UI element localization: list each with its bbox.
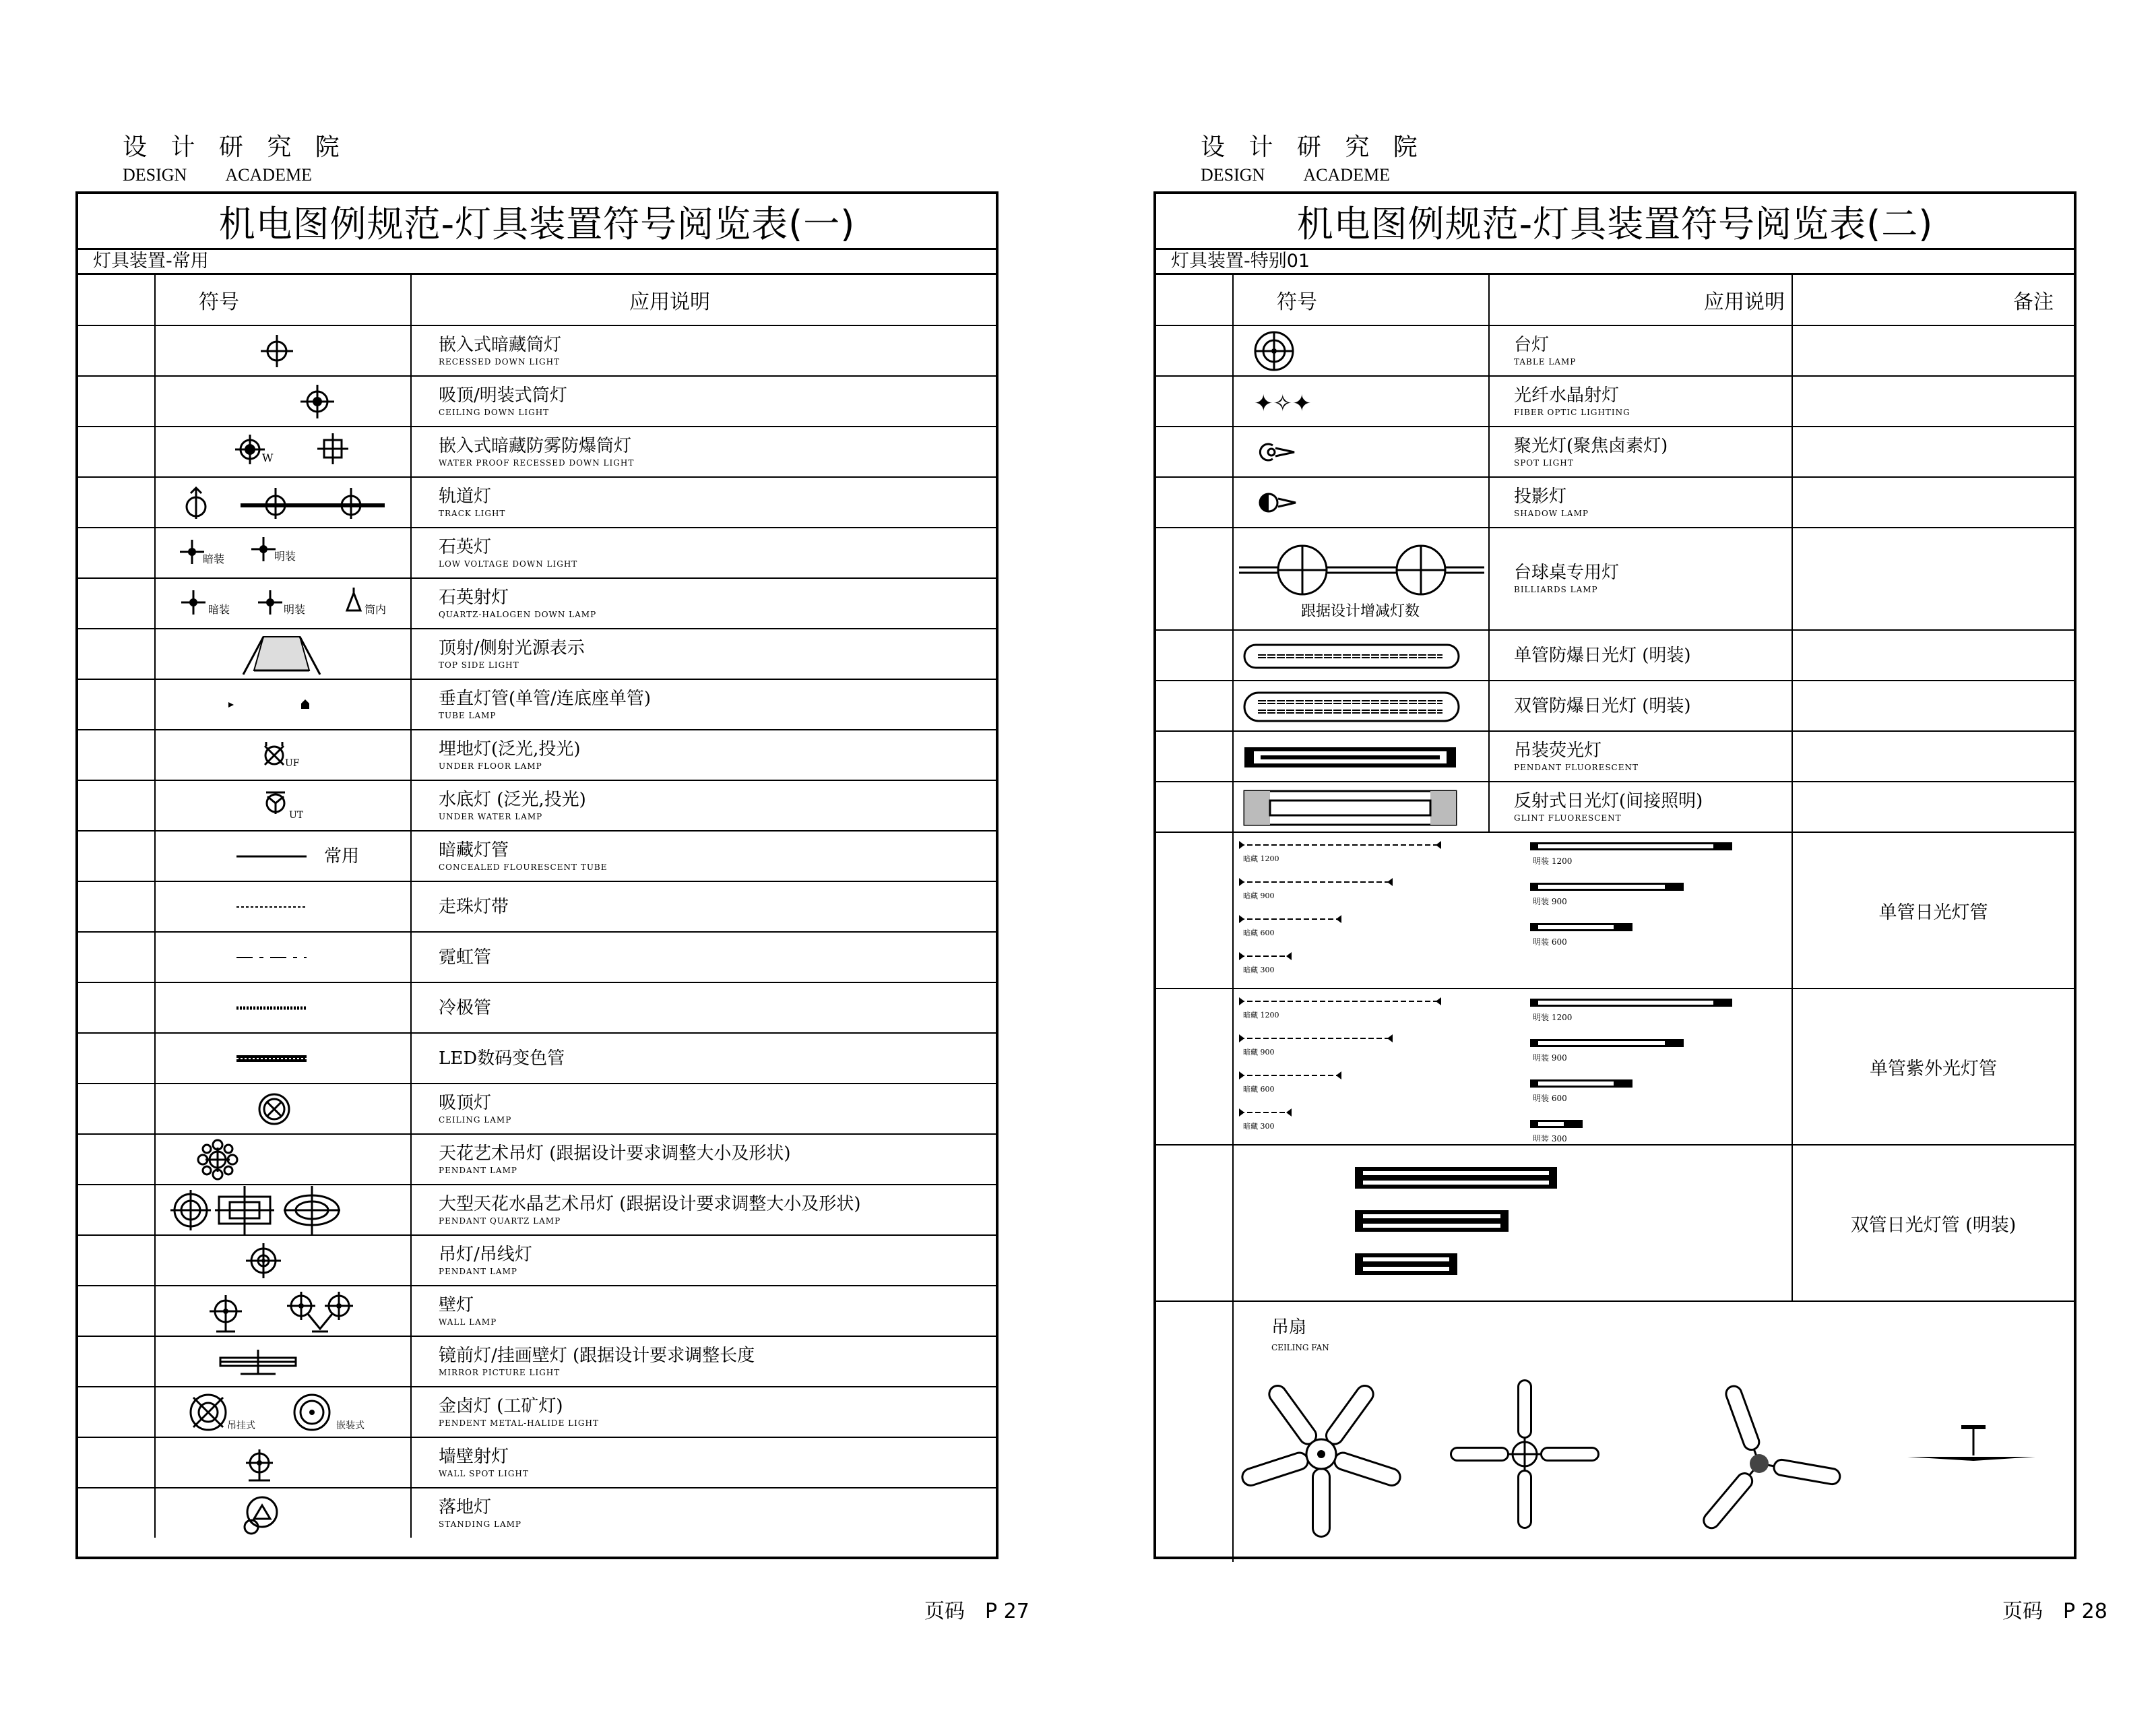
symbol-row [78, 881, 996, 932]
symbol-row [78, 578, 996, 629]
symbol-cell [1233, 376, 1489, 427]
row-index-cell [78, 477, 155, 528]
symbol-cell [155, 376, 411, 427]
description-cell [411, 730, 996, 780]
section-label: 灯具装置-常用 [78, 250, 996, 275]
description-en: CEILING LAMP [439, 1115, 512, 1125]
description-en: PENDANT LAMP [439, 1165, 517, 1175]
concealed-label: 暗藏 300 [1243, 1122, 1275, 1131]
page-number [924, 1594, 1029, 1624]
symbol-row [78, 982, 996, 1033]
description-en: WALL LAMP [439, 1317, 497, 1327]
symbol-sheet-2 [1153, 191, 2076, 1559]
symbol-cell [155, 1336, 411, 1387]
concealed-label: 暗藏 300 [1243, 966, 1275, 974]
description-cell [411, 325, 996, 376]
description-cell [1489, 376, 1792, 427]
note-cell [1792, 782, 2074, 832]
concealed-label: 暗藏 1200 [1243, 854, 1279, 863]
symbol-row [78, 1286, 996, 1336]
symbol-caption: W [262, 451, 274, 464]
row-index-cell [78, 1134, 155, 1185]
description-cell [411, 1134, 996, 1185]
description-cn: 垂直灯管(单管/连底座单管) [439, 688, 652, 709]
row-index-cell [1156, 782, 1233, 832]
symbol-table [78, 275, 996, 1538]
description-en: FIBER OPTIC LIGHTING [1514, 407, 1630, 417]
row-index-cell [1156, 376, 1233, 427]
symbol-cell [155, 780, 411, 831]
org-header [123, 128, 348, 185]
row-index-cell [78, 376, 155, 427]
symbol-cell [155, 528, 411, 578]
fan-symbol-cell [1233, 1301, 2074, 1562]
row-index-cell [1156, 989, 1233, 1145]
description-en: LOW VOLTAGE DOWN LIGHT [439, 559, 578, 569]
surface-label: 明装 600 [1533, 1094, 1567, 1103]
symbol-row [1156, 630, 2074, 681]
surface-label: 明装 600 [1533, 937, 1567, 947]
note-cell [1792, 731, 2074, 782]
description-en: PENDANT QUARTZ LAMP [439, 1216, 561, 1226]
description-en: UNDER FLOOR LAMP [439, 761, 542, 771]
description-cell [411, 1336, 996, 1387]
symbol-caption: 明装 [274, 549, 296, 563]
table-header-row [1156, 275, 2074, 325]
row-index-cell [78, 1437, 155, 1488]
row-index-cell [1156, 832, 1233, 989]
description-cn: 石英灯 [439, 536, 492, 557]
description-cn: 顶射/侧射光源表示 [439, 637, 585, 658]
symbol-row [1156, 376, 2074, 427]
symbol-cell [155, 1185, 411, 1235]
description-en: CONCEALED FLOURESCENT TUBE [439, 862, 608, 872]
tube-row [1156, 832, 2074, 989]
tube-symbol-cell [1233, 832, 1792, 989]
symbol-caption: 常用 [324, 846, 360, 867]
col-note-header: 备注 [1792, 275, 2074, 325]
row-index-cell [78, 831, 155, 881]
note-cell [1792, 630, 2074, 681]
symbol-row [78, 1185, 996, 1235]
symbol-row [78, 932, 996, 982]
surface-label: 明装 900 [1533, 897, 1567, 906]
description-cell [1489, 782, 1792, 832]
description-cn: 光纤水晶射灯 [1514, 385, 1620, 406]
symbol-caption: 吊挂式 [227, 1420, 255, 1431]
row-index-cell [78, 427, 155, 477]
description-en: UNDER WATER LAMP [439, 811, 543, 821]
description-cell [411, 982, 996, 1033]
description-en: MIRROR PICTURE LIGHT [439, 1367, 561, 1377]
description-cn: 水底灯 (泛光,投光) [439, 789, 586, 810]
symbol-cell [155, 477, 411, 528]
surface-label: 明装 300 [1533, 1134, 1567, 1141]
description-cn: 嵌入式暗藏防雾防爆筒灯 [439, 435, 632, 456]
symbol-row [78, 427, 996, 477]
description-cell [1489, 528, 1792, 630]
col-desc-header: 应用说明 [411, 275, 996, 325]
description-en: PENDENT METAL-HALIDE LIGHT [439, 1418, 599, 1428]
symbol-row [78, 730, 996, 780]
description-cn: 吊灯/吊线灯 [439, 1244, 532, 1265]
symbol-row [78, 1033, 996, 1084]
description-en: TUBE LAMP [439, 710, 497, 720]
tube-note: 双管日光灯管 (明装) [1792, 1145, 2074, 1301]
description-cell [411, 528, 996, 578]
description-cn: 轨道灯 [439, 486, 492, 507]
symbol-row [78, 1084, 996, 1134]
fan-label-en: CEILING FAN [1271, 1343, 1329, 1352]
symbol-cell [155, 1387, 411, 1437]
col-symbol-header: 符号 [1233, 275, 1489, 325]
description-en: TRACK LIGHT [439, 508, 506, 518]
row-index-cell [1156, 1145, 1233, 1301]
symbol-row [1156, 782, 2074, 832]
symbol-cell [155, 831, 411, 881]
description-en: PENDANT LAMP [439, 1266, 517, 1276]
symbol-row [78, 679, 996, 730]
description-cell [411, 932, 996, 982]
description-cn: 石英射灯 [439, 587, 509, 608]
symbol-cell [155, 1437, 411, 1488]
concealed-label: 暗藏 600 [1243, 1085, 1275, 1094]
symbol-row [1156, 681, 2074, 731]
description-cell [411, 1084, 996, 1134]
description-cell [411, 780, 996, 831]
description-cn: 聚光灯(聚焦卤素灯) [1514, 435, 1668, 456]
concealed-label: 暗藏 900 [1243, 1048, 1275, 1057]
symbol-cell [155, 629, 411, 679]
description-cn: 投影灯 [1514, 486, 1567, 507]
page-label: 页码 [924, 1600, 965, 1623]
note-cell [1792, 427, 2074, 477]
row-index-cell [78, 1033, 155, 1084]
row-index-cell [78, 1235, 155, 1286]
description-cn: 吸顶灯 [439, 1092, 492, 1113]
symbol-row [78, 831, 996, 881]
row-index-cell [1156, 630, 1233, 681]
description-cn: 双管防爆日光灯 (明装) [1514, 695, 1691, 716]
row-index-cell [78, 679, 155, 730]
page-right [1078, 0, 2156, 1725]
symbol-cell [1233, 427, 1489, 477]
description-en: BILLIARDS LAMP [1514, 585, 1598, 594]
row-index-cell [1156, 427, 1233, 477]
ceiling-fan-row [1156, 1301, 2074, 1562]
note-cell [1792, 325, 2074, 376]
symbol-caption: UF [285, 757, 300, 769]
symbol-row [78, 780, 996, 831]
page-number [2002, 1594, 2107, 1624]
description-cell [1489, 427, 1792, 477]
symbol-row [1156, 731, 2074, 782]
col-desc-header: 应用说明 [1489, 275, 1792, 325]
description-cell [1489, 477, 1792, 528]
table-header-row [78, 275, 996, 325]
symbol-cell [155, 1033, 411, 1084]
row-index-cell [1156, 731, 1233, 782]
description-en: SPOT LIGHT [1514, 458, 1574, 468]
symbol-cell [155, 1286, 411, 1336]
description-cn: 壁灯 [439, 1294, 474, 1315]
note-cell [1792, 681, 2074, 731]
sheet-title: 机电图例规范-灯具装置符号阅览表(二) [1156, 194, 2074, 250]
description-cn: 暗藏灯管 [439, 840, 509, 860]
symbol-row [1156, 477, 2074, 528]
description-cn: 金卤灯 (工矿灯) [439, 1395, 563, 1416]
symbol-cell [155, 1084, 411, 1134]
org-name-en: DESIGN ACADEME [1201, 165, 1390, 185]
row-index-cell [78, 1286, 155, 1336]
description-cell [411, 1488, 996, 1538]
description-cell [1489, 630, 1792, 681]
symbol-row [1156, 325, 2074, 376]
description-cn: 冷极管 [439, 997, 492, 1018]
symbol-row [78, 629, 996, 679]
description-en: WALL SPOT LIGHT [439, 1468, 529, 1478]
symbol-caption: 暗装 [203, 552, 225, 565]
description-cell [411, 629, 996, 679]
tube-row [1156, 1145, 2074, 1301]
symbol-cell [155, 730, 411, 780]
row-index-cell [1156, 528, 1233, 630]
row-index-cell [1156, 325, 1233, 376]
description-cell [411, 1185, 996, 1235]
description-en: CEILING DOWN LIGHT [439, 407, 550, 417]
description-cell [411, 1437, 996, 1488]
description-cn: 埋地灯(泛光,投光) [439, 739, 581, 759]
svg-text:✦✧✦: ✦✧✦ [1254, 389, 1312, 417]
row-index-cell [78, 528, 155, 578]
symbol-cell [1233, 782, 1489, 832]
tube-row [1156, 989, 2074, 1145]
description-en: PENDANT FLUORESCENT [1514, 762, 1639, 772]
description-cn: 镜前灯/挂画壁灯 (跟据设计要求调整长度 [439, 1345, 755, 1366]
page-number-value: P 28 [2063, 1600, 2107, 1623]
symbol-caption: 明装 [284, 602, 306, 616]
description-en: TABLE LAMP [1514, 356, 1577, 367]
symbol-row [78, 528, 996, 578]
description-cn: 台灯 [1514, 334, 1550, 355]
concealed-label: 暗藏 1200 [1243, 1011, 1279, 1020]
org-name-cn: 设 计 研 究 院 [123, 133, 348, 161]
description-cell [411, 1235, 996, 1286]
description-cell [411, 831, 996, 881]
row-index-cell [78, 1336, 155, 1387]
section-label: 灯具装置-特别01 [1156, 250, 2074, 275]
symbol-cell [155, 932, 411, 982]
description-cell [411, 1033, 996, 1084]
description-en: SHADOW LAMP [1514, 508, 1589, 518]
org-name-cn: 设 计 研 究 院 [1201, 133, 1426, 161]
symbol-row [78, 1437, 996, 1488]
col-symbol-header: 符号 [155, 275, 411, 325]
description-en: TOP SIDE LIGHT [439, 660, 519, 670]
row-index-cell [78, 325, 155, 376]
tube-note: 单管日光灯管 [1792, 832, 2074, 989]
symbol-cell [1233, 325, 1489, 376]
description-cell [411, 427, 996, 477]
symbol-cell [155, 982, 411, 1033]
description-en: RECESSED DOWN LIGHT [439, 356, 561, 367]
description-en: QUARTZ-HALOGEN DOWN LAMP [439, 609, 597, 619]
symbol-row [78, 1134, 996, 1185]
sheet-title: 机电图例规范-灯具装置符号阅览表(一) [78, 194, 996, 250]
fan-label-cn: 吊扇 [1271, 1317, 1307, 1338]
concealed-label: 暗藏 600 [1243, 929, 1275, 937]
row-index-cell [78, 730, 155, 780]
description-cn: 吸顶/明装式筒灯 [439, 385, 567, 406]
description-cn: 霓虹管 [439, 947, 492, 968]
symbol-row [1156, 528, 2074, 630]
description-cn: 大型天花水晶艺术吊灯 (跟据设计要求调整大小及形状) [439, 1193, 861, 1214]
symbol-cell [155, 679, 411, 730]
row-index-cell [78, 932, 155, 982]
description-cell [411, 1286, 996, 1336]
note-cell [1792, 477, 2074, 528]
symbol-cell [155, 881, 411, 932]
page-number-value: P 27 [985, 1600, 1029, 1623]
symbol-row [78, 1235, 996, 1286]
row-index-cell [78, 780, 155, 831]
description-cell [411, 477, 996, 528]
surface-label: 明装 1200 [1533, 1013, 1573, 1022]
description-cn: 落地灯 [439, 1497, 492, 1517]
symbol-caption: 嵌装式 [336, 1420, 364, 1431]
description-cn: 吊装荧光灯 [1514, 740, 1602, 761]
description-cn: 走珠灯带 [439, 896, 509, 917]
symbol-row [78, 325, 996, 376]
symbol-cell [155, 1488, 411, 1538]
page-label: 页码 [2002, 1600, 2043, 1623]
symbol-row [78, 376, 996, 427]
symbol-cell [1233, 681, 1489, 731]
billiard-note: 跟据设计增减灯数 [1301, 603, 1420, 620]
row-index-cell [78, 1387, 155, 1437]
note-cell [1792, 528, 2074, 630]
tube-symbol-cell [1233, 1145, 1792, 1301]
symbol-cell [155, 578, 411, 629]
symbol-row [1156, 427, 2074, 477]
org-header [1201, 128, 1426, 185]
description-cn: 嵌入式暗藏筒灯 [439, 334, 562, 355]
description-cell [1489, 731, 1792, 782]
symbol-row [78, 477, 996, 528]
row-index-cell [78, 1488, 155, 1538]
row-index-cell [1156, 681, 1233, 731]
symbol-cell [155, 1235, 411, 1286]
description-en: GLINT FLUORESCENT [1514, 813, 1622, 823]
symbol-caption: UT [289, 809, 304, 821]
row-index-cell [78, 1185, 155, 1235]
description-cell [411, 376, 996, 427]
row-index-cell [1156, 1301, 1233, 1562]
row-index-cell [78, 578, 155, 629]
row-index-cell [78, 881, 155, 932]
description-cn: 墙壁射灯 [439, 1446, 509, 1467]
description-en: STANDING LAMP [439, 1519, 521, 1529]
description-cell [411, 881, 996, 932]
symbol-row [78, 1387, 996, 1437]
tube-note: 单管紫外光灯管 [1792, 989, 2074, 1145]
symbol-cell [1233, 477, 1489, 528]
row-index-cell [78, 982, 155, 1033]
description-cn: 单管防爆日光灯 (明装) [1514, 645, 1691, 666]
description-cell [411, 578, 996, 629]
row-index-cell [1156, 477, 1233, 528]
description-cell [1489, 325, 1792, 376]
symbol-cell [1233, 630, 1489, 681]
symbol-caption: 暗装 [208, 602, 230, 616]
symbol-row [78, 1336, 996, 1387]
row-index-cell [78, 629, 155, 679]
tube-symbol-cell [1233, 989, 1792, 1145]
description-cn: 天花艺术吊灯 (跟据设计要求调整大小及形状) [439, 1143, 791, 1164]
symbol-sheet-1 [75, 191, 998, 1559]
description-cn: 台球桌专用灯 [1514, 563, 1620, 583]
description-cell [411, 679, 996, 730]
symbol-caption: 筒内 [364, 602, 387, 616]
symbol-cell [155, 1134, 411, 1185]
symbol-cell [1233, 731, 1489, 782]
symbol-cell [155, 427, 411, 477]
symbol-cell [1233, 528, 1489, 630]
row-index-cell [78, 1084, 155, 1134]
surface-label: 明装 1200 [1533, 856, 1573, 866]
surface-label: 明装 900 [1533, 1053, 1567, 1063]
description-cn: 反射式日光灯(间接照明) [1514, 790, 1703, 811]
symbol-table [1156, 275, 2074, 1562]
org-name-en: DESIGN ACADEME [123, 165, 312, 185]
symbol-row [78, 1488, 996, 1538]
symbol-cell [155, 325, 411, 376]
description-cell [411, 1387, 996, 1437]
description-en: WATER PROOF RECESSED DOWN LIGHT [439, 458, 635, 468]
concealed-label: 暗藏 900 [1243, 891, 1275, 900]
note-cell [1792, 376, 2074, 427]
description-cn: LED数码变色管 [439, 1048, 565, 1069]
description-cell [1489, 681, 1792, 731]
